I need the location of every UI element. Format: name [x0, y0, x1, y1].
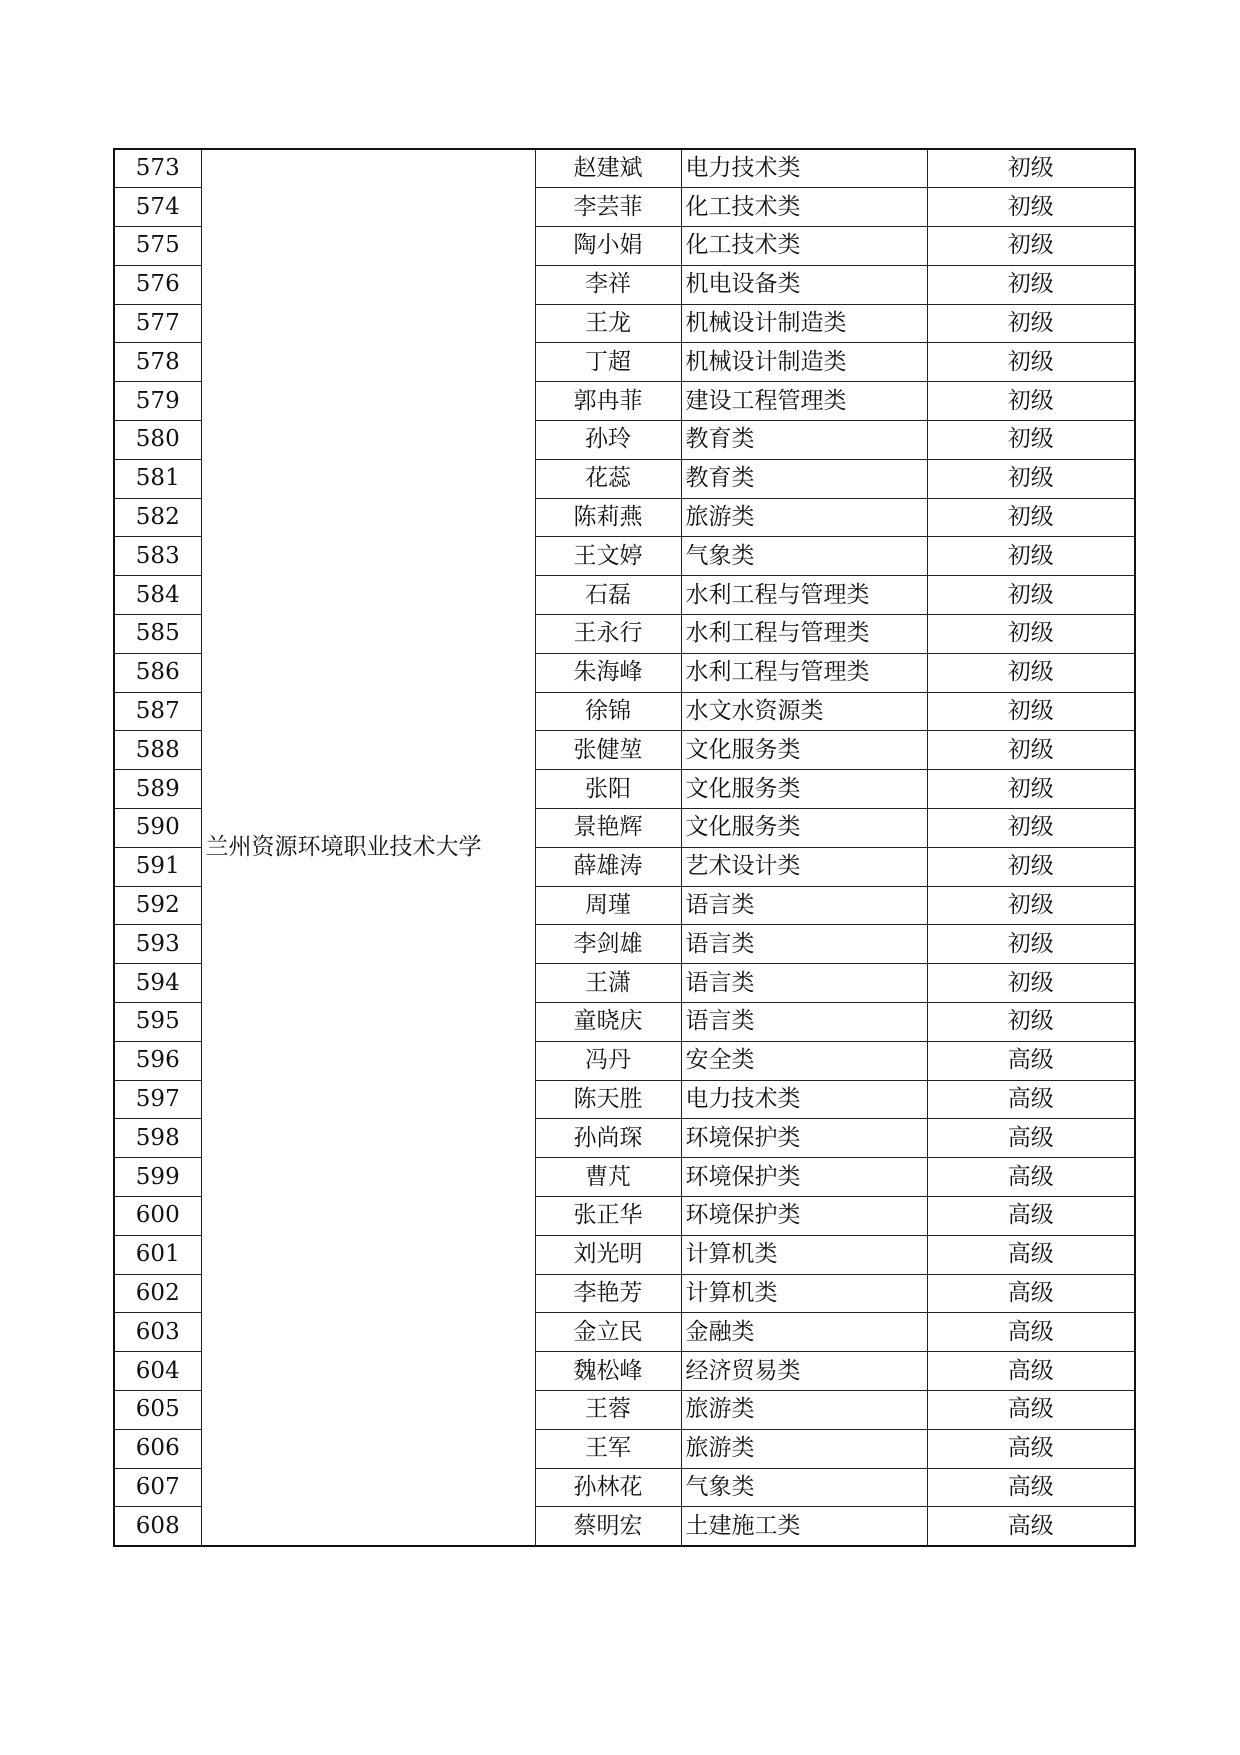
person-name: 景艳辉 [535, 809, 681, 848]
title-level: 初级 [927, 925, 1135, 964]
person-name: 孙尚琛 [535, 1119, 681, 1158]
row-number: 590 [114, 809, 201, 848]
title-level: 初级 [927, 770, 1135, 809]
person-name: 李艳芳 [535, 1274, 681, 1313]
specialty-category: 机电设备类 [681, 265, 927, 304]
specialty-category: 水利工程与管理类 [681, 576, 927, 615]
row-number: 574 [114, 188, 201, 227]
row-number: 606 [114, 1429, 201, 1468]
person-name: 朱海峰 [535, 653, 681, 692]
roster-sheet [113, 148, 1134, 1547]
title-level: 高级 [927, 1197, 1135, 1236]
specialty-category: 化工技术类 [681, 188, 927, 227]
title-level: 初级 [927, 149, 1135, 188]
row-number: 595 [114, 1003, 201, 1042]
specialty-category: 语言类 [681, 1003, 927, 1042]
specialty-category: 艺术设计类 [681, 847, 927, 886]
title-level: 高级 [927, 1119, 1135, 1158]
row-number: 594 [114, 964, 201, 1003]
row-number: 584 [114, 576, 201, 615]
person-name: 石磊 [535, 576, 681, 615]
person-name: 丁超 [535, 343, 681, 382]
specialty-category: 语言类 [681, 964, 927, 1003]
person-name: 陈莉燕 [535, 498, 681, 537]
person-name: 王永行 [535, 615, 681, 654]
row-number: 589 [114, 770, 201, 809]
title-level: 高级 [927, 1352, 1135, 1391]
title-level: 初级 [927, 653, 1135, 692]
person-name: 冯丹 [535, 1041, 681, 1080]
specialty-category: 机械设计制造类 [681, 304, 927, 343]
row-number: 587 [114, 692, 201, 731]
specialty-category: 土建施工类 [681, 1507, 927, 1546]
person-name: 薛雄涛 [535, 847, 681, 886]
title-level: 高级 [927, 1391, 1135, 1430]
person-name: 陈天胜 [535, 1080, 681, 1119]
person-name: 曹芃 [535, 1158, 681, 1197]
title-level: 高级 [927, 1507, 1135, 1546]
title-level: 初级 [927, 498, 1135, 537]
row-number: 573 [114, 149, 201, 188]
title-level: 高级 [927, 1235, 1135, 1274]
row-number: 607 [114, 1468, 201, 1507]
specialty-category: 安全类 [681, 1041, 927, 1080]
person-name: 刘光明 [535, 1235, 681, 1274]
person-name: 张健堃 [535, 731, 681, 770]
specialty-category: 经济贸易类 [681, 1352, 927, 1391]
person-name: 郭冉菲 [535, 382, 681, 421]
title-level: 初级 [927, 886, 1135, 925]
person-name: 王潇 [535, 964, 681, 1003]
person-name: 蔡明宏 [535, 1507, 681, 1546]
title-level: 初级 [927, 227, 1135, 266]
person-name: 李芸菲 [535, 188, 681, 227]
title-level: 初级 [927, 964, 1135, 1003]
row-number: 582 [114, 498, 201, 537]
row-number: 598 [114, 1119, 201, 1158]
row-number: 593 [114, 925, 201, 964]
specialty-category: 旅游类 [681, 1429, 927, 1468]
row-number: 581 [114, 459, 201, 498]
row-number: 578 [114, 343, 201, 382]
row-number: 596 [114, 1041, 201, 1080]
title-level: 初级 [927, 343, 1135, 382]
person-name: 张正华 [535, 1197, 681, 1236]
person-name: 孙林花 [535, 1468, 681, 1507]
row-number: 586 [114, 653, 201, 692]
row-number: 585 [114, 615, 201, 654]
title-level: 初级 [927, 304, 1135, 343]
specialty-category: 旅游类 [681, 498, 927, 537]
title-level: 初级 [927, 537, 1135, 576]
table-row [114, 149, 1135, 188]
row-number: 603 [114, 1313, 201, 1352]
person-name: 花蕊 [535, 459, 681, 498]
person-name: 王龙 [535, 304, 681, 343]
row-number: 605 [114, 1391, 201, 1430]
person-name: 徐锦 [535, 692, 681, 731]
specialty-category: 计算机类 [681, 1235, 927, 1274]
title-level: 高级 [927, 1468, 1135, 1507]
title-level: 初级 [927, 615, 1135, 654]
row-number: 604 [114, 1352, 201, 1391]
row-number: 580 [114, 421, 201, 460]
row-number: 575 [114, 227, 201, 266]
title-level: 高级 [927, 1041, 1135, 1080]
specialty-category: 文化服务类 [681, 770, 927, 809]
title-level: 高级 [927, 1158, 1135, 1197]
specialty-category: 环境保护类 [681, 1158, 927, 1197]
person-name: 魏松峰 [535, 1352, 681, 1391]
person-name: 王文婷 [535, 537, 681, 576]
title-level: 高级 [927, 1429, 1135, 1468]
title-level: 高级 [927, 1080, 1135, 1119]
roster-table [113, 148, 1136, 1547]
title-level: 初级 [927, 847, 1135, 886]
specialty-category: 机械设计制造类 [681, 343, 927, 382]
specialty-category: 化工技术类 [681, 227, 927, 266]
specialty-category: 旅游类 [681, 1391, 927, 1430]
specialty-category: 语言类 [681, 925, 927, 964]
specialty-category: 环境保护类 [681, 1197, 927, 1236]
specialty-category: 教育类 [681, 421, 927, 460]
specialty-category: 气象类 [681, 537, 927, 576]
specialty-category: 水利工程与管理类 [681, 615, 927, 654]
specialty-category: 文化服务类 [681, 731, 927, 770]
specialty-category: 文化服务类 [681, 809, 927, 848]
person-name: 李祥 [535, 265, 681, 304]
specialty-category: 水文水资源类 [681, 692, 927, 731]
row-number: 601 [114, 1235, 201, 1274]
row-number: 592 [114, 886, 201, 925]
title-level: 初级 [927, 382, 1135, 421]
title-level: 初级 [927, 188, 1135, 227]
title-level: 高级 [927, 1313, 1135, 1352]
row-number: 591 [114, 847, 201, 886]
specialty-category: 建设工程管理类 [681, 382, 927, 421]
row-number: 602 [114, 1274, 201, 1313]
specialty-category: 电力技术类 [681, 149, 927, 188]
row-number: 583 [114, 537, 201, 576]
row-number: 600 [114, 1197, 201, 1236]
specialty-category: 电力技术类 [681, 1080, 927, 1119]
specialty-category: 教育类 [681, 459, 927, 498]
row-number: 579 [114, 382, 201, 421]
specialty-category: 计算机类 [681, 1274, 927, 1313]
person-name: 周瑾 [535, 886, 681, 925]
title-level: 初级 [927, 809, 1135, 848]
person-name: 陶小娟 [535, 227, 681, 266]
person-name: 金立民 [535, 1313, 681, 1352]
specialty-category: 语言类 [681, 886, 927, 925]
person-name: 赵建斌 [535, 149, 681, 188]
specialty-category: 水利工程与管理类 [681, 653, 927, 692]
title-level: 初级 [927, 1003, 1135, 1042]
person-name: 孙玲 [535, 421, 681, 460]
title-level: 初级 [927, 265, 1135, 304]
row-number: 576 [114, 265, 201, 304]
specialty-category: 环境保护类 [681, 1119, 927, 1158]
row-number: 597 [114, 1080, 201, 1119]
unit-name: 兰州资源环境职业技术大学 [201, 149, 535, 1546]
title-level: 初级 [927, 421, 1135, 460]
row-number: 608 [114, 1507, 201, 1546]
title-level: 高级 [927, 1274, 1135, 1313]
specialty-category: 金融类 [681, 1313, 927, 1352]
row-number: 599 [114, 1158, 201, 1197]
title-level: 初级 [927, 459, 1135, 498]
person-name: 李剑雄 [535, 925, 681, 964]
person-name: 王军 [535, 1429, 681, 1468]
row-number: 577 [114, 304, 201, 343]
person-name: 张阳 [535, 770, 681, 809]
title-level: 初级 [927, 731, 1135, 770]
roster-body [114, 149, 1135, 1546]
row-number: 588 [114, 731, 201, 770]
person-name: 王蓉 [535, 1391, 681, 1430]
title-level: 初级 [927, 692, 1135, 731]
specialty-category: 气象类 [681, 1468, 927, 1507]
title-level: 初级 [927, 576, 1135, 615]
person-name: 童晓庆 [535, 1003, 681, 1042]
